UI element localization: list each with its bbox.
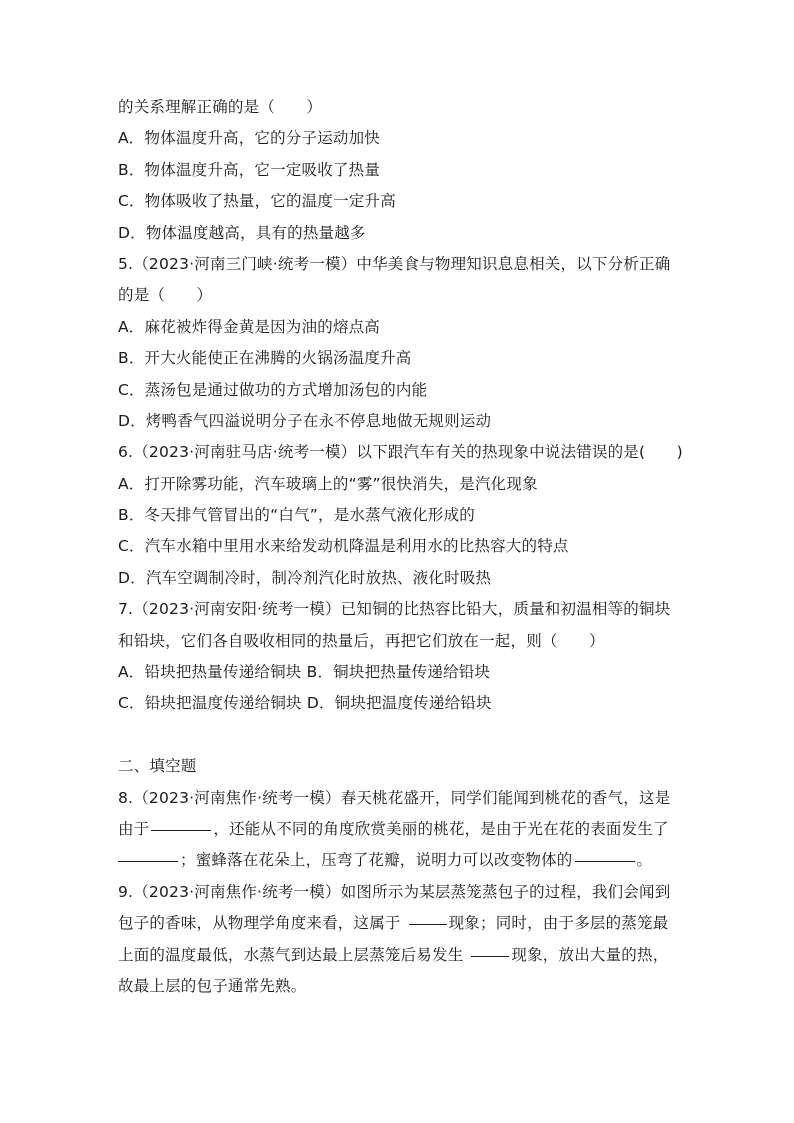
q8-line3-text-a: ；蜜蜂落在花朵上，压弯了花瓣，说明力可以改变物体的 <box>180 851 573 870</box>
q6-option-d: D．汽车空调制冷时，制冷剂汽化时放热、液化时吸热 <box>118 568 492 587</box>
answer-blank[interactable] <box>575 860 635 862</box>
q9-line4: 故最上层的包子通常先熟。 <box>118 976 307 995</box>
answer-blank[interactable] <box>471 955 509 957</box>
q6-option-a: A．打开除雾功能，汽车玻璃上的“雾”很快消失，是汽化现象 <box>118 474 538 493</box>
q4-option-a: A．物体温度升高，它的分子运动加快 <box>118 129 381 148</box>
q8-line3-text-b: 。 <box>636 851 653 870</box>
q8-line3 <box>118 845 688 876</box>
q8-line2-text-a: 由于 <box>118 819 150 838</box>
answer-blank[interactable] <box>118 860 178 862</box>
q4-option-b: B．物体温度升高，它一定吸收了热量 <box>118 160 381 179</box>
q5-option-a: A．麻花被炸得金黄是因为油的熔点高 <box>118 317 381 336</box>
q6-stem-line1: 6.（2023·河南驻马店·统考一模）以下跟汽车有关的热现象中说法错误的是( ) <box>118 443 683 462</box>
q9-line1: 9.（2023·河南焦作·统考一模）如图所示为某层蒸笼蒸包子的过程，我们会闻到 <box>118 882 671 901</box>
q6-option-b: B．冬天排气管冒出的“白气”，是水蒸气液化形成的 <box>118 506 475 525</box>
q9-line2-text-b: 现象；同时，由于多层的蒸笼最 <box>448 914 669 933</box>
q4-stem: 的关系理解正确的是（ ） <box>118 98 323 116</box>
q7-stem-line2: 和铅块，它们各自吸收相同的热量后，再把它们放在一起，则（ ） <box>118 631 605 650</box>
q4-option-d: D．物体温度越高，具有的热量越多 <box>118 223 366 242</box>
q7-options-row1: A．铅块把热量传递给铜块 B．铜块把热量传递给铅块 <box>118 663 491 682</box>
q9-line3 <box>118 940 688 971</box>
q7-stem-line1: 7.（2023·河南安阳·统考一模）已知铜的比热容比铅大，质量和初温相等的铜块 <box>118 600 671 619</box>
q9-line3-text-b: 现象，放出大量的热， <box>511 945 669 964</box>
answer-blank[interactable] <box>409 923 447 925</box>
q6-option-c: C．汽车水箱中里用水来给发动机降温是利用水的比热容大的特点 <box>118 537 569 556</box>
q9-line2 <box>118 908 688 939</box>
q5-option-d: D．烤鸭香气四溢说明分子在永不停息地做无规则运动 <box>118 411 492 430</box>
exam-page <box>118 92 688 1002</box>
q5-stem-line1: 5.（2023·河南三门峡·统考一模）中华美食与物理知识息息相关，以下分析正确 <box>118 254 671 273</box>
q9-line3-text-a: 上面的温度最低，水蒸气到达最上层蒸笼后易发生 <box>118 945 464 964</box>
q5-stem-line2: 的是（ ） <box>118 286 213 305</box>
q8-line2 <box>118 814 688 845</box>
q7-options-row2: C．铅块把温度传递给铜块 D．铜块把温度传递给铅块 <box>118 694 492 713</box>
q4-option-c: C．物体吸收了热量，它的温度一定升高 <box>118 192 396 211</box>
section-spacer <box>118 720 688 751</box>
answer-blank[interactable] <box>151 829 211 831</box>
q8-line1: 8.（2023·河南焦作·统考一模）春天桃花盛开，同学们能闻到桃花的香气，这是 <box>118 788 671 807</box>
q8-line2-text-b: ，还能从不同的角度欣赏美丽的桃花，是由于光在花的表面发生了 <box>213 819 669 838</box>
q5-option-b: B．开大火能使正在沸腾的火锅汤温度升高 <box>118 349 412 368</box>
section-heading-fill-blank: 二、填空题 <box>118 757 197 776</box>
q5-option-c: C．蒸汤包是通过做功的方式增加汤包的内能 <box>118 380 428 399</box>
q9-line2-text-a: 包子的香味，从物理学角度来看，这属于 <box>118 914 401 933</box>
